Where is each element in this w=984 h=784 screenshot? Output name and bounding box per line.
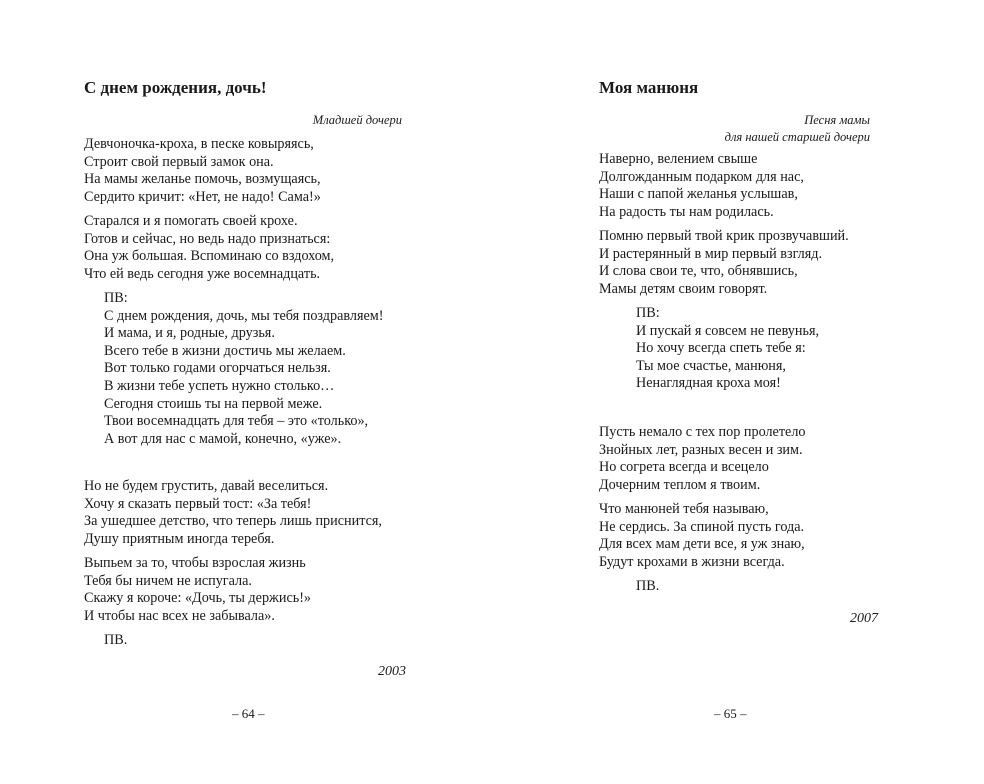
verse-line: На радость ты нам родилась. [599, 203, 774, 220]
verse-line: Что манюней тебя называю, [599, 501, 769, 517]
stanza-left-1 [84, 136, 321, 206]
dedication-line: Песня мамы [804, 113, 870, 127]
verse-line: За ушедшее детство, что теперь лишь приснится, [84, 513, 382, 530]
chorus-label: ПВ: [104, 290, 128, 306]
verse-line: Старался и я помогать своей крохе. [84, 213, 298, 229]
verse-line: Не сердись. За спиной пусть года. [599, 518, 805, 535]
dedication-left: Младшей дочери [312, 113, 402, 127]
verse-line: Готов и сейчас, но ведь надо признаться: [84, 230, 331, 247]
verse-line: С днем рождения, дочь, мы тебя поздравляем! [104, 307, 384, 324]
verse-line: Тебя бы ничем не испугала. [84, 572, 252, 589]
verse-line: Душу приятным иногда теребя. [84, 530, 275, 547]
verse-line: Вот только годами огорчаться нельзя. [104, 360, 331, 377]
verse-line: И слова свои те, что, обнявшись, [599, 263, 798, 280]
stanza-right-3-chorus [636, 305, 819, 393]
right-page [492, 0, 984, 784]
poem-title-left: С днем рождения, дочь! [84, 78, 267, 97]
verse-line: Наши с папой желанья услышав, [599, 186, 798, 203]
verse-line: Наверно, велением свыше [599, 151, 758, 167]
verse-line: Ненаглядная кроха моя! [636, 375, 781, 392]
year-right: 2007 [850, 611, 878, 626]
dedication-line: для нашей старшей дочери [724, 130, 870, 144]
verse-line: Хочу я сказать первый тост: «За тебя! [84, 495, 312, 512]
stanza-right-1 [599, 151, 804, 221]
chorus-label: ПВ: [636, 305, 660, 321]
verse-line: Ты мое счастье, манюня, [636, 357, 786, 374]
verse-line: Но не будем грустить, давай веселиться. [84, 478, 329, 494]
verse-line: И мама, и я, родные, друзья. [104, 325, 275, 342]
verse-line: Что ей ведь сегодня уже восемнадцать. [84, 265, 321, 282]
verse-line: Выпьем за то, чтобы взрослая жизнь [84, 555, 306, 571]
verse-line: Твои восемнадцать для тебя – это «только», [104, 413, 369, 430]
verse-line: Девчоночка-кроха, в песке ковыряясь, [84, 136, 314, 152]
page-number-right: – 65 – [714, 706, 747, 721]
verse-line: И пускай я совсем не певунья, [636, 322, 820, 339]
stanza-right-2 [599, 228, 849, 298]
verse-line: Мамы детям своим говорят. [599, 280, 768, 297]
signature-left: ПВ. [104, 632, 128, 648]
stanza-left-3-chorus [104, 290, 384, 448]
verse-line: Всего тебе в жизни достичь мы желаем. [104, 342, 346, 359]
verse-line: Но хочу всегда спеть тебе я: [636, 340, 806, 357]
verse-line: Знойных лет, разных весен и зим. [599, 441, 803, 458]
verse-line: Сердито кричит: «Нет, не надо! Сама!» [84, 188, 321, 205]
verse-line: Будут крохами в жизни всегда. [599, 553, 785, 570]
verse-line: Сегодня стоишь ты на первой меже. [104, 395, 323, 412]
poem-title-right: Моя манюня [599, 78, 699, 97]
page-number-left: – 64 – [232, 706, 265, 721]
stanza-right-5 [599, 501, 805, 571]
stanza-left-5 [84, 555, 311, 625]
verse-line: А вот для нас с мамой, конечно, «уже». [104, 430, 342, 447]
year-left: 2003 [378, 664, 406, 679]
verse-line: Но согрета всегда и всецело [599, 459, 769, 476]
dedication-right [678, 112, 870, 146]
verse-line: В жизни тебе успеть нужно столько… [104, 377, 335, 394]
stanza-left-2 [84, 213, 334, 283]
verse-line: Дочерним теплом я твоим. [599, 476, 761, 493]
verse-line: Пусть немало с тех пор пролетело [599, 424, 806, 440]
stanza-right-4 [599, 424, 806, 494]
stanza-left-4 [84, 478, 382, 548]
signature-right: ПВ. [636, 578, 660, 594]
verse-line: На мамы желанье помочь, возмущаясь, [84, 171, 321, 188]
verse-line: И чтобы нас всех не забывала». [84, 607, 275, 624]
verse-line: Строит свой первый замок она. [84, 153, 274, 170]
verse-line: Для всех мам дети все, я уж знаю, [599, 536, 805, 553]
verse-line: Скажу я короче: «Дочь, ты держись!» [84, 590, 312, 607]
verse-line: Долгожданным подарком для нас, [599, 168, 804, 185]
verse-line: Она уж большая. Вспоминаю со вздохом, [84, 248, 335, 265]
verse-line: И растерянный в мир первый взгляд. [599, 245, 823, 262]
verse-line: Помню первый твой крик прозвучавший. [599, 228, 849, 244]
